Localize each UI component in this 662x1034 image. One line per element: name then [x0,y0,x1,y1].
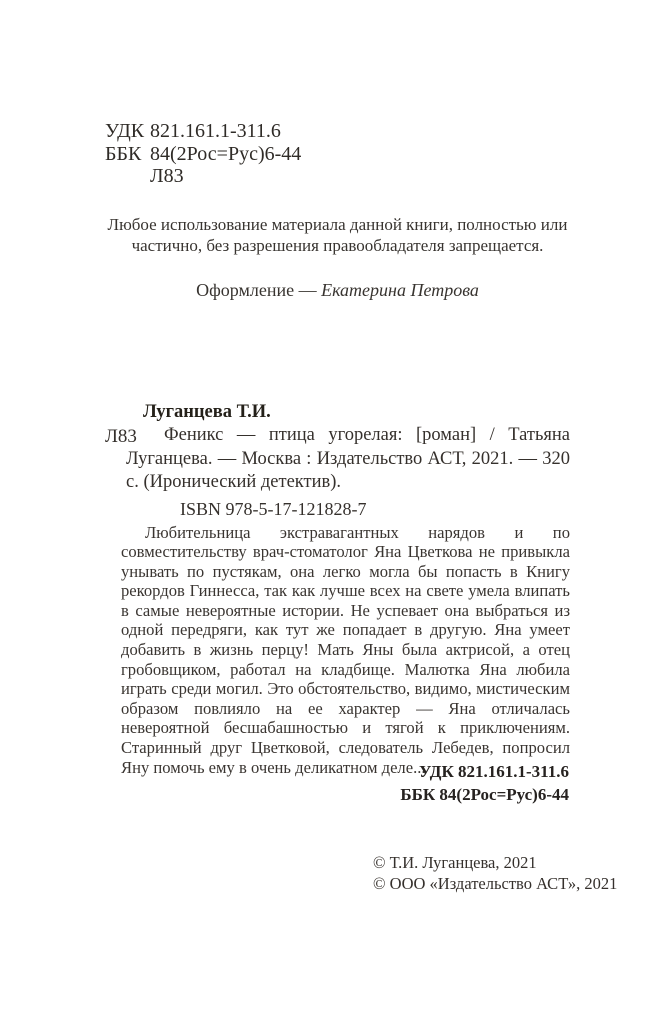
udk-row [105,120,301,143]
bbk-label: ББК [105,142,142,165]
bbk-value: 84(2Рос=Рус)6-44 [150,142,302,165]
design-credit-name: Екатерина Петрова [321,280,479,300]
copyright-block [373,852,617,894]
top-classification-block [105,120,301,188]
rights-notice: Любое использование материала данной книги, полностью или частично, без разрешения правообладателя запрещается. [107,215,568,255]
bottom-classification-block [400,760,569,806]
design-credit [105,280,570,301]
bbk-row [105,143,301,166]
bottom-bbk: ББК 84(2Рос=Рус)6-44 [400,785,569,804]
udk-label: УДК [105,120,145,142]
udk-value: 821.161.1-311.6 [150,120,281,142]
author-code-spacer [105,165,150,188]
catalog-author: Луганцева Т.И. [143,402,271,422]
design-credit-prefix: Оформление — [196,280,322,300]
copyright-author-line: © Т.И. Луганцева, 2021 [373,853,537,872]
catalog-description: Феникс — птица угорелая: [роман] / Татьяна Луганцева. — Москва : Издательство АСТ, 2021. — 320 с. (Иронический детектив). [126,425,570,492]
catalog-margin-code: Л83 [105,426,137,447]
copyright-publisher-line: © ООО «Издательство АСТ», 2021 [373,874,618,893]
catalog-body [105,424,570,495]
author-code: Л83 [150,165,184,187]
author-code-row [105,165,301,188]
catalog-card [105,400,570,777]
isbn-line: ISBN 978-5-17-121828-7 [180,498,367,519]
annotation-text: Любительница экстравагантных нарядов и по совместительству врач-стоматолог Яна Цветкова не привыкла унывать по пустякам, она легко могла бы попасть в Книгу рекордов Гиннесса, так как лучше всех на свете умела влипать в самые невероятные истории. Не успевает она выбраться из одной передряги, как тут же попадает в другую. Яна умеет добавить в жизнь перцу! Мать Яны была актрисой, а отец гробовщиком, работал на кладбище. Малютка Яна любила играть среди могил. Это обстоятельство, видимо, мистическим образом повлияло на ее характер — Яна отличалась невероятной бесшабашностью и тягой к приключениям. Старинный друг Цветковой, следователь Лебедев, попросил Яну помочь ему в очень деликатном деле... [121,522,570,777]
bottom-udk: УДК 821.161.1-311.6 [418,762,569,781]
